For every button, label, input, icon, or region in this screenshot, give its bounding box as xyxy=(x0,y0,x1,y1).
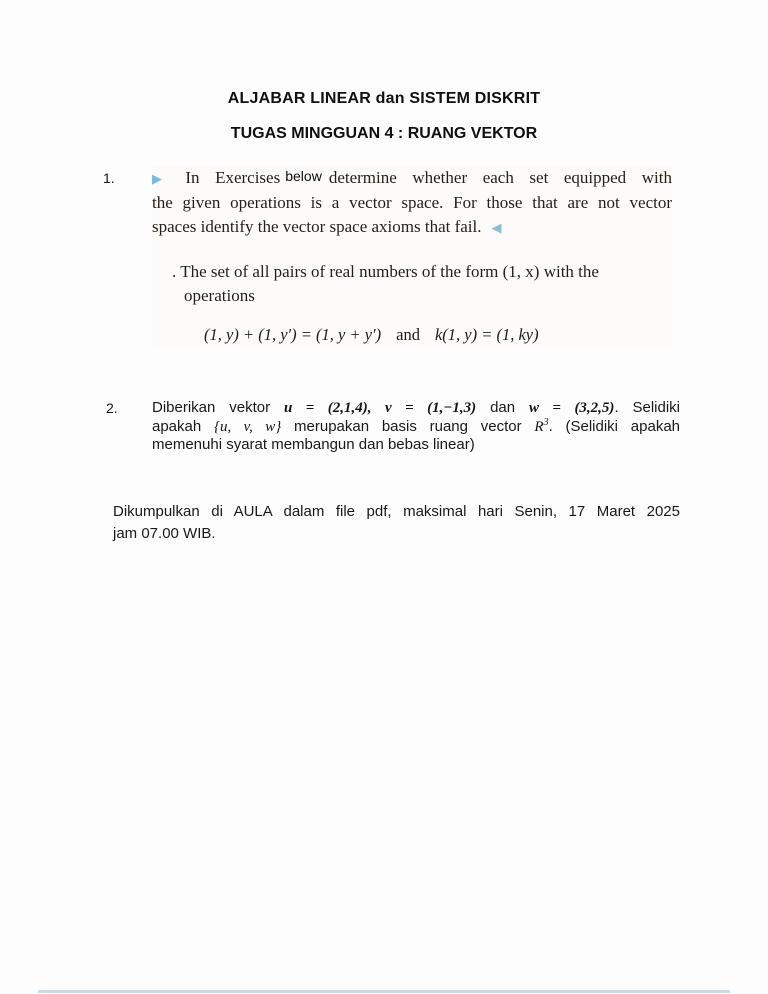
problem-2-line-2 xyxy=(152,418,680,437)
excerpt-intro-line-3 xyxy=(152,215,672,240)
problem-1-number: 1. xyxy=(103,170,115,186)
vector-set-notation: {u, v, w} xyxy=(213,418,282,435)
p2-text-run: merupakan basis ruang vector xyxy=(281,417,535,435)
set-description-text: The set of all pairs of real numbers of the form (1, x) with the xyxy=(180,262,599,281)
r3-symbol xyxy=(534,416,549,435)
exercise-begin-marker-icon: ▶ xyxy=(152,171,174,186)
exercise-end-marker-icon: ◀ xyxy=(491,220,502,235)
submission-note xyxy=(113,501,680,545)
set-description xyxy=(172,260,672,308)
submission-note-line-1: Dikumpulkan di AULA dalam file pdf, maksimal hari Senin, 17 Maret 2025 xyxy=(113,502,680,520)
excerpt-intro-rest: determine whether each set equipped with xyxy=(328,168,672,187)
problem-2-text xyxy=(152,399,680,455)
problem-2-line-1 xyxy=(152,399,680,418)
vector-w-definition: w = (3,2,5) xyxy=(528,400,615,416)
excerpt-intro-pre: In Exercises xyxy=(185,168,281,187)
equation-conjunction: and xyxy=(396,325,420,344)
set-description-line-2: operations xyxy=(184,286,255,305)
p2-text-run: . (Selidiki apakah xyxy=(548,417,680,435)
item-number-remnant: . xyxy=(172,262,177,281)
vector-space-equation xyxy=(204,323,672,347)
excerpt-intro-line-1 xyxy=(152,166,672,191)
page-bottom-divider xyxy=(38,990,730,993)
problem-1 xyxy=(103,166,768,347)
problem-2-line-3: memenuhi syarat membangun dan bebas linear) xyxy=(152,436,475,453)
problem-2-number: 2. xyxy=(106,400,118,416)
submission-note-line-2: jam 07.00 WIB. xyxy=(113,524,216,542)
problem-2 xyxy=(106,399,768,455)
set-description-line-1 xyxy=(172,260,672,284)
p2-text-run: . Selidiki xyxy=(614,399,681,416)
below-annotation: below xyxy=(285,168,322,184)
assignment-title: TUGAS MINGGUAN 4 : RUANG VEKTOR xyxy=(230,125,538,142)
course-title: ALJABAR LINEAR dan SISTEM DISKRIT xyxy=(227,90,541,107)
equation-addition: (1, y) + (1, y′) = (1, y + y′) xyxy=(204,325,382,344)
vector-uv-definition: u = (2,1,4), v = (1,−1,3) xyxy=(283,400,477,416)
p2-text-run: Diberikan vektor xyxy=(152,399,284,416)
equation-scalar-multiplication: k(1, y) = (1, ky) xyxy=(434,325,539,344)
textbook-excerpt xyxy=(152,166,672,347)
p2-text-run: apakah xyxy=(152,417,214,435)
p2-text-run: dan xyxy=(476,399,529,416)
excerpt-intro-line-2: the given operations is a vector space. For those that are not vector xyxy=(152,193,672,212)
excerpt-intro-line-3-text: spaces identify the vector space axioms that fail. xyxy=(152,217,482,236)
r3-exponent: 3 xyxy=(543,416,549,428)
r-symbol: R xyxy=(534,418,544,435)
